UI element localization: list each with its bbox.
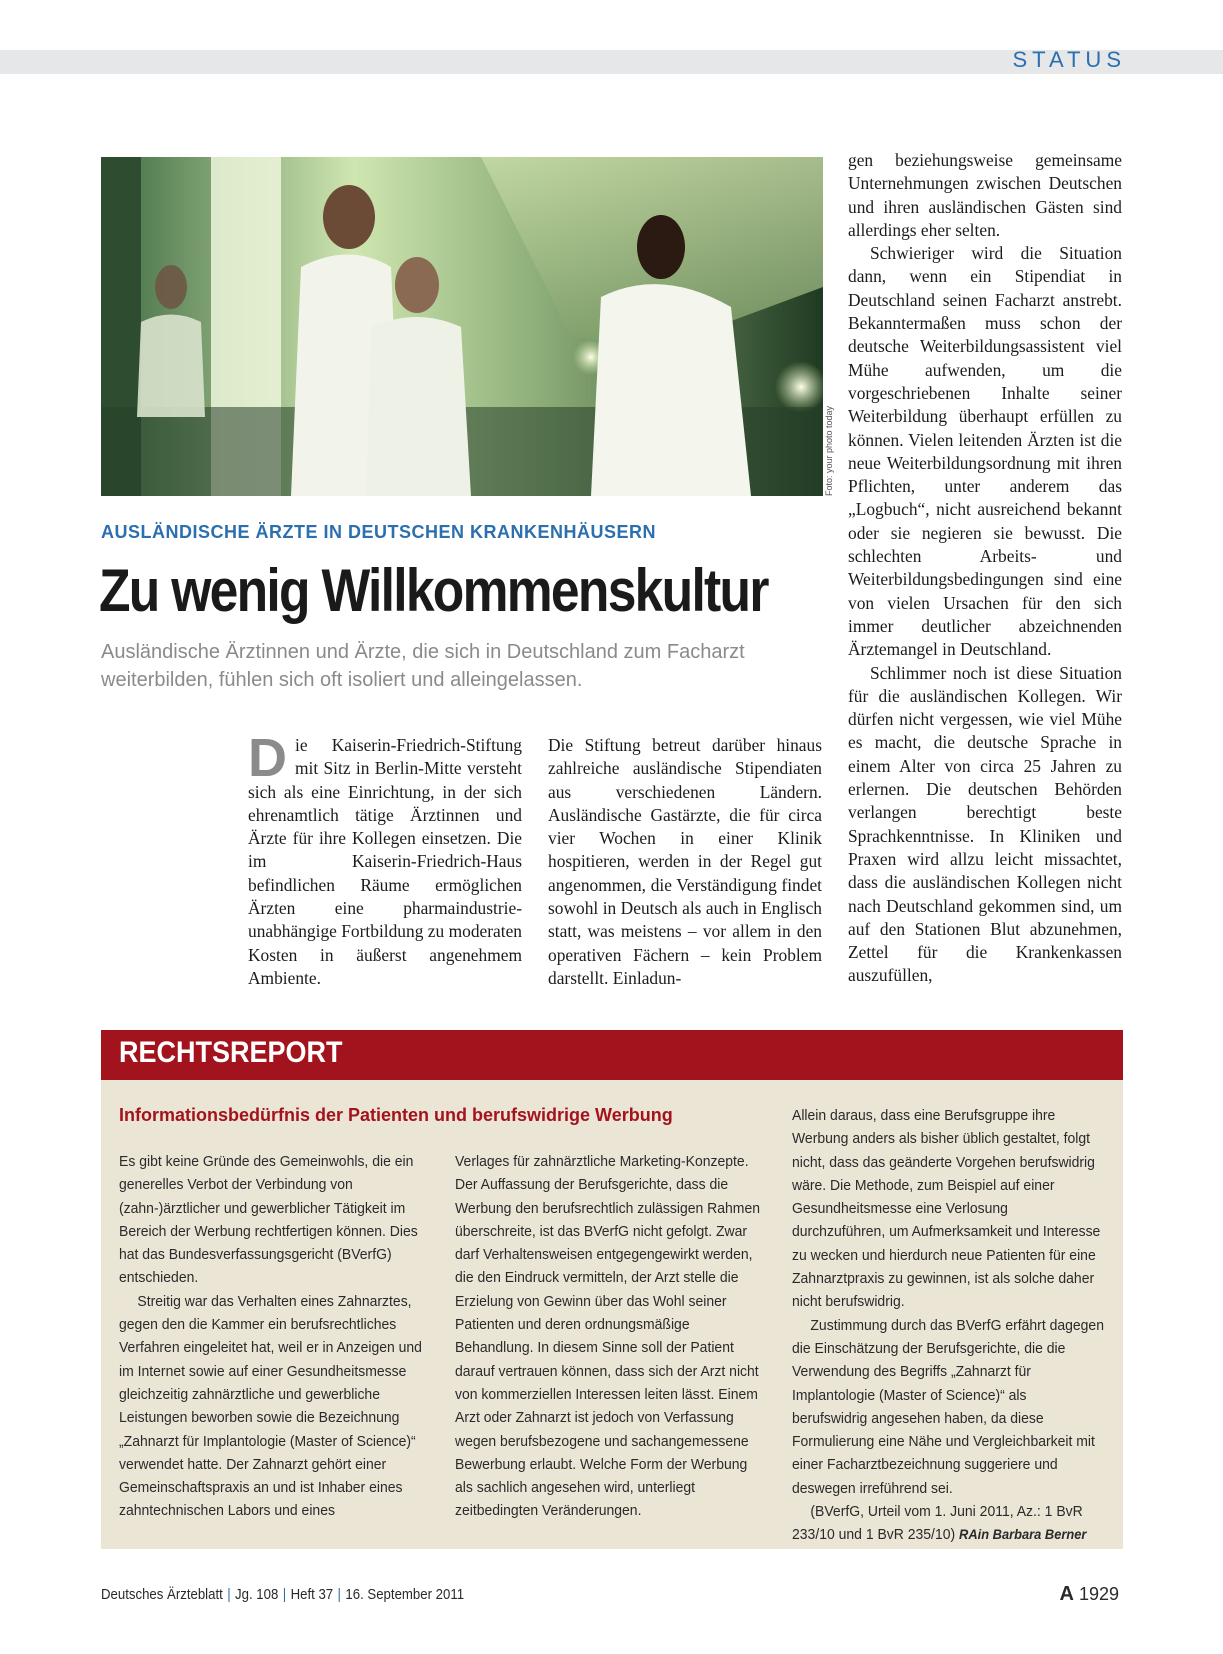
article-paragraph: gen beziehungsweise gemeinsame Unternehmungen zwischen Deutschen und ihren ausländischen Gästen sind allerdings eher selten. xyxy=(848,150,1122,240)
rechtsreport-column-3 xyxy=(792,1104,1105,1547)
article-kicker: AUSLÄNDISCHE ÄRZTE IN DEUTSCHEN KRANKENHÄUSERN xyxy=(101,522,657,542)
footer-date: 16. September 2011 xyxy=(345,1586,465,1603)
section-label: STATUS xyxy=(1012,47,1126,72)
page-prefix: A xyxy=(1059,1583,1074,1605)
rechtsreport-paragraph: Streitig war das Verhalten eines Zahnarztes, gegen den die Kammer ein berufsrechtliches Verfahren eingeleitet hat, weil er in Anzeigen und im Internet sowie auf einer Gesundheitsmesse gleichzeitig zahnärztliche und gewerbliche Leistungen beworben sowie die Bezeichnung „Zahnarzt für Implantologie (Master of Science)“ verwendet hatte. Der Zahnarzt gehört einer Gemeinschaftspraxis an und ist Inhaber eines zahntechnischen Labors und eines xyxy=(119,1292,422,1520)
article-deck: Ausländische Ärztinnen und Ärzte, die sich in Deutschland zum Facharzt weiterbilden, fühlen sich oft isoliert und alleingelassen. xyxy=(101,641,745,691)
page-number-value: 1929 xyxy=(1078,1584,1119,1604)
article-paragraph: ie Kaiserin-Friedrich-Stiftung mit Sitz in Berlin-Mitte versteht sich als eine Einrichtung, in der sich ehrenamtlich tätige Ärztinnen und Ärzte für ihre Kollegen einsetzen. Die im Kaiserin-Friedrich-Haus befindlichen Räume ermöglichen Ärzten eine pharmaindustrie-unabhängige Fortbildung zu moderaten Kosten in äußerst angenehmem Ambiente. xyxy=(248,735,522,988)
article-headline: Zu wenig Willkommenskultur xyxy=(99,557,768,624)
article-paragraph: Die Stiftung betreut darüber hinaus zahlreiche ausländische Stipendiaten aus verschiedenen Ländern. Ausländische Gastärzte, die für circa vier Wochen in einer Klinik hospitieren, werden in der Regel gut angenommen, die Verständigung findet sowohl in Deutsch als auch in Englisch statt, was meistens – vor allem in den operativen Fächern – kein Problem darstellt. Einladun- xyxy=(548,735,822,988)
drop-cap: D xyxy=(248,728,287,788)
rechtsreport-column-1 xyxy=(119,1150,432,1523)
page-number xyxy=(1059,1583,1119,1606)
footer-citation: Deutsches Ärzteblatt | Jg. 108 | Heft 37 | 16. September 2011 xyxy=(101,1586,465,1603)
author-signature: RAin Barbara Berner xyxy=(959,1526,1087,1543)
rechtsreport-paragraph: Verlages für zahnärztliche Marketing-Konzepte. Der Auffassung der Berufsgerichte, dass die Werbung den berufsrechtlich zulässigen Rahmen überschreite, ist das BVerfG nicht gefolgt. Zwar darf Verhaltensweisen entgegengewirkt werden, die den Eindruck vermitteln, der Arzt stelle die Erzielung von Gewinn über das Wohl seiner Patienten und deren ordnungsmäßige Behandlung. In diesem Sinne soll der Patient darauf vertrauen können, dass sich der Arzt nicht von kommerziellen Interessen leiten lässt. Einem Arzt oder Zahnarzt ist jedoch von Verfassung wegen berufsbezogene und sachangemessene Bewerbung erlaubt. Welche Form der Werbung als sachlich angesehen wird, unterliegt zeitbedingten Veränderungen. xyxy=(455,1153,760,1520)
rechtsreport-title: Informationsbedürfnis der Patienten und berufswidrige Werbung xyxy=(119,1105,673,1125)
article-column-2 xyxy=(548,734,822,990)
rechtsreport-column-2 xyxy=(455,1150,768,1523)
rechtsreport-header xyxy=(101,1030,1123,1080)
footer-issue: Heft 37 xyxy=(290,1586,334,1603)
rechtsreport-header-label: RECHTSREPORT xyxy=(119,1036,343,1069)
article-paragraph: Schlimmer noch ist diese Situation für die ausländischen Kollegen. Wir dürfen nicht vergessen, wie viel Mühe es macht, die deutsche Sprache in einem Alter von circa 25 Jahren zu erlernen. Die deutschen Behörden verlangen berechtigt beste Sprachkenntnisse. In Kliniken und Praxen wird allzu leicht missachtet, dass die ausländischen Kollegen nicht nach Deutschland gekommen sind, um auf den Stationen Blut abzunehmen, Zettel für die Krankenkassen auszufüllen, xyxy=(848,662,1122,986)
rechtsreport-paragraph: Allein daraus, dass eine Berufsgruppe ihre Werbung anders als bisher üblich gestaltet, folgt nicht, dass das geänderte Vorgehen berufswidrig wäre. Die Methode, zum Beispiel auf einer Gesundheitsmesse eine Verlosung durchzuführen, um Aufmerksamkeit und Interesse zu wecken und hierdurch neue Patienten für eine Zahnarztpraxis zu gewinnen, ist als solche daher nicht berufswidrig. xyxy=(792,1107,1101,1311)
photo-credit: Foto: your photo today xyxy=(824,405,834,496)
footer-volume: Jg. 108 xyxy=(235,1586,279,1603)
article-photo xyxy=(101,157,823,496)
article-paragraph: Schwieriger wird die Situation dann, wenn ein Stipendiat in Deutschland seinen Facharzt anstrebt. Bekanntermaßen muss schon der deutsche Weiterbildungsassistent viel Mühe aufwenden, um die vorgeschriebenen Inhalte seiner Weiterbildung überhaupt erfüllen zu können. Vielen leitenden Ärzten ist die neue Weiterbildungsordnung mit ihren Pflichten, unter anderem das „Logbuch“, nicht ausreichend bekannt oder sie negieren sie bewusst. Die schlechten Arbeits- und Weiterbildungsbedingungen sind eine von vielen Ursachen für den sich immer deutlicher abzeichnenden Ärztemangel in Deutschland. xyxy=(848,243,1122,660)
footer-journal: Deutsches Ärzteblatt xyxy=(101,1586,223,1603)
article-column-1 xyxy=(248,728,522,990)
rechtsreport-citation: (BVerfG, Urteil vom 1. Juni 2011, Az.: 1 BvR 233/10 und 1 BvR 235/10) xyxy=(792,1503,1083,1544)
rechtsreport-paragraph: Es gibt keine Gründe des Gemeinwohls, die ein generelles Verbot der Verbindung von (zahn-)ärztlicher und gewerblicher Tätigkeit im Bereich der Werbung rechtfertigen können. Dies hat das Bundesverfassungsgericht (BVerfG) entschieden. xyxy=(119,1153,418,1287)
rechtsreport-paragraph: Zustimmung durch das BVerfG erfährt dagegen die Einschätzung der Berufsgerichte, die die Verwendung des Begriffs „Zahnarzt für Implantologie (Master of Science)“ als berufswidrig angesehen haben, da diese Formulierung eine Nähe und Vergleichbarkeit mit einer Facharztbezeichnung suggeriere und deswegen irreführend sei. xyxy=(792,1316,1104,1497)
article-column-3 xyxy=(848,149,1122,988)
